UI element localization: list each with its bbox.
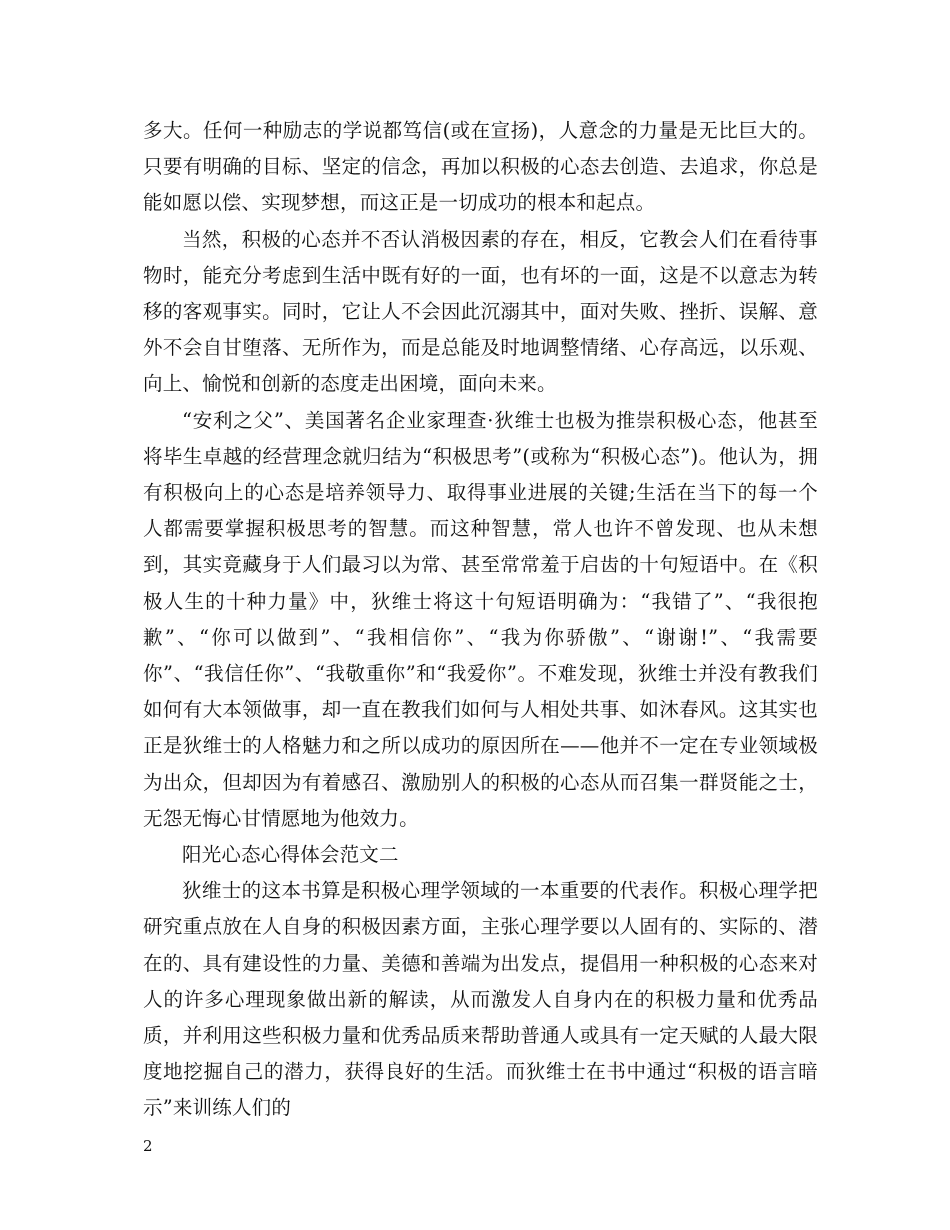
- paragraph: 多大。任何一种励志的学说都笃信(或在宣扬)，人意念的力量是无比巨大的。只要有明确的目标、坚定的信念，再加以积极的心态去创造、去追求，你总是能如愿以偿、实现梦想，而这正是一切成功的根本和起点。: [143, 119, 818, 215]
- paragraph: 狄维士的这本书算是积极心理学领域的一本重要的代表作。积极心理学把研究重点放在人自身的积极因素方面，主张心理学要以人固有的、实际的、潜在的、具有建设性的力量、美德和善端为出发点，提倡用一种积极的心态来对人的许多心理现象做出新的解读，从而激发人自身内在的积极力量和优秀品质，并利用这些积极力量和优秀品质来帮助普通人或具有一定天赋的人最大限度地挖掘自己的潜力，获得良好的生活。而狄维士在书中通过“积极的语言暗示”来训练人们的: [143, 879, 818, 1120]
- section-heading: 阳光心态心得体会范文二: [182, 843, 399, 867]
- paragraph: “安利之父”、美国著名企业家理查·狄维士也极为推崇积极心态，他甚至将毕生卓越的经营理念就归结为“积极思考”(或称为“积极心态”)。他认为，拥有积极向上的心态是培养领导力、取得事业进展的关键;生活在当下的每一个人都需要掌握积极思考的智慧。而这种智慧，常人也许不曾发现、也从未想到，其实竟藏身于人们最习以为常、甚至常常羞于启齿的十句短语中。在《积极人生的十种力量》中，狄维士将这十句短语明确为：“我错了”、“我很抱歉”、“你可以做到”、“我相信你”、“我为你骄傲”、“谢谢!”、“我需要你”、“我信任你”、“我敬重你”和“我爱你”。不难发现，狄维士并没有教我们如何有大本领做事，却一直在教我们如何与人相处共事、如沐春风。这其实也正是狄维士的人格魅力和之所以成功的原因所在——他并不一定在专业领域极为出众，但却因为有着感召、激励别人的积极的心态从而召集一群贤能之士，无怨无悔心甘情愿地为他效力。: [143, 408, 818, 830]
- document-body: [143, 113, 818, 1127]
- page-number: 2: [143, 1137, 153, 1155]
- paragraph: 当然，积极的心态并不否认消极因素的存在，相反，它教会人们在看待事物时，能充分考虑到生活中既有好的一面，也有坏的一面，这是不以意志为转移的客观事实。同时，它让人不会因此沉溺其中，面对失败、挫折、误解、意外不会自甘堕落、无所作为，而是总能及时地调整情绪、心存高远，以乐观、向上、愉悦和创新的态度走出困境，面向未来。: [143, 227, 818, 396]
